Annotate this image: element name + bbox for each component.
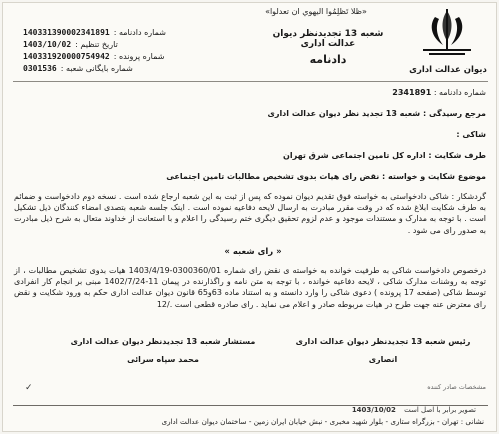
meta-label: تاریخ تنظیم : <box>75 40 118 49</box>
plaintiff-line: شاکی : <box>456 130 486 139</box>
authority-line: مرجع رسیدگی : شعبه 13 تجدید نظر دیوان عدالت اداری <box>267 109 486 118</box>
meta-value: 0301536 <box>23 64 57 73</box>
subject-line: موضوع شکایت و خواسته : نقض رای هیات بدوی تشخیص مطالبات تامین اجتماعی <box>166 172 486 181</box>
meta-label: شماره پرونده : <box>113 52 165 61</box>
summary-paragraph: گردشکار : شاکی دادخواستی به خواسته فوق تقدیم دیوان نموده که پس از ثبت به این شعبه ارجاع شده است . نسخه دوم دادخواست و ضمائم به طرف شکایت ابلاغ شده که در وقت مقرر مبادرت به ارسال لایحه دفاعیه نموده است . اینک جلسه شعبه بتصدی امضاء کنندگان ذیل تشکیل است . با توجه به مدارک و مستندات موجود و عدم لزوم تحقیق دیگری ختم رسیدگی را اعلام و با استعانت از خداوند متعال به شرح ذیل مبادرت به صدور رای می شود . <box>14 192 486 235</box>
stamp-note: مشخصات صادر کننده <box>427 383 486 391</box>
court-name: دیوان عدالت اداری <box>409 65 487 75</box>
ruling-document <box>2 2 497 432</box>
advisor-name: محمد سپاه سرائی <box>127 355 199 364</box>
docnum-label: شماره دادنامه : <box>433 88 486 97</box>
docnum-value: 2341891 <box>392 88 432 97</box>
meta-value: 1403/10/02 <box>23 40 72 49</box>
meta-row <box>23 39 253 51</box>
meta-block <box>23 27 253 75</box>
meta-row <box>23 27 253 39</box>
certified-copy-line <box>352 406 476 414</box>
header-divider <box>13 81 488 82</box>
ruling-title: « رای شعبه » <box>224 247 282 257</box>
meta-row <box>23 51 253 63</box>
head-judge-title: رئیس شعبه 13 تجدیدنظر دیوان عدالت اداری <box>295 337 471 346</box>
certified-text: تصویر برابر با اصل است <box>404 406 476 414</box>
doc-type-title: دادنامه <box>309 53 347 66</box>
meta-row <box>23 63 253 75</box>
ruling-paragraph: درخصوص دادخواست شاکی به طرفیت خوانده به خواسته ی نقض رای شماره 0300360/01-1403/4/19 هیات بدوی تشخیص مطالبات ، از توجه به روشنات مدارک شاکی ، لایحه دفاعیه خوانده ، با توجه به متن نامه و راگذارنده در پیمان 11-1402/7/24 مبنی بر انجام کار انفرادی توسط شاکی (صفحه 17 پرونده ) دعوی شاکی را وارد دانسته و به استناد ماده 63و65 قانون دیوان عدالت اداری حکم به ورود شکایت و نقض رای معترض عنه جهت طرح در هیات مربوطه صادر و اعلام می نماید . رای صادره قطعی است ./12 <box>14 266 486 309</box>
docnum-line <box>392 87 486 98</box>
iran-emblem-icon <box>415 7 479 61</box>
title-block <box>258 29 398 66</box>
advisor-title: مستشار شعبه 13 تجدیدنظر دیوان عدالت اداری <box>70 337 256 346</box>
meta-value: 140331390002341891 <box>23 28 110 37</box>
meta-value: 140331920000754942 <box>23 52 110 61</box>
meta-label: شماره دادنامه : <box>113 28 166 37</box>
address-line: نشانی : تهران - بزرگراه ستاری - بلوار شهید مخبری - نبش خیابان ایران زمین - ساختمان دیوان عدالت اداری <box>161 417 484 426</box>
head-judge-name: انصاری <box>368 355 398 364</box>
header-motto: «ظلا تَظلِمُوا اليهوي ان تعدلوا» <box>265 7 367 16</box>
check-mark-icon: ✓ <box>25 383 33 393</box>
meta-label: شماره بایگانی شعبه : <box>60 64 133 73</box>
defendant-line: طرف شکایت : اداره کل تامین اجتماعی شرق تهران <box>283 151 486 160</box>
certified-date: 1403/10/02 <box>351 406 396 414</box>
court-title: شعبه 13 تجدیدنظر دیوان عدالت اداری <box>272 29 384 49</box>
